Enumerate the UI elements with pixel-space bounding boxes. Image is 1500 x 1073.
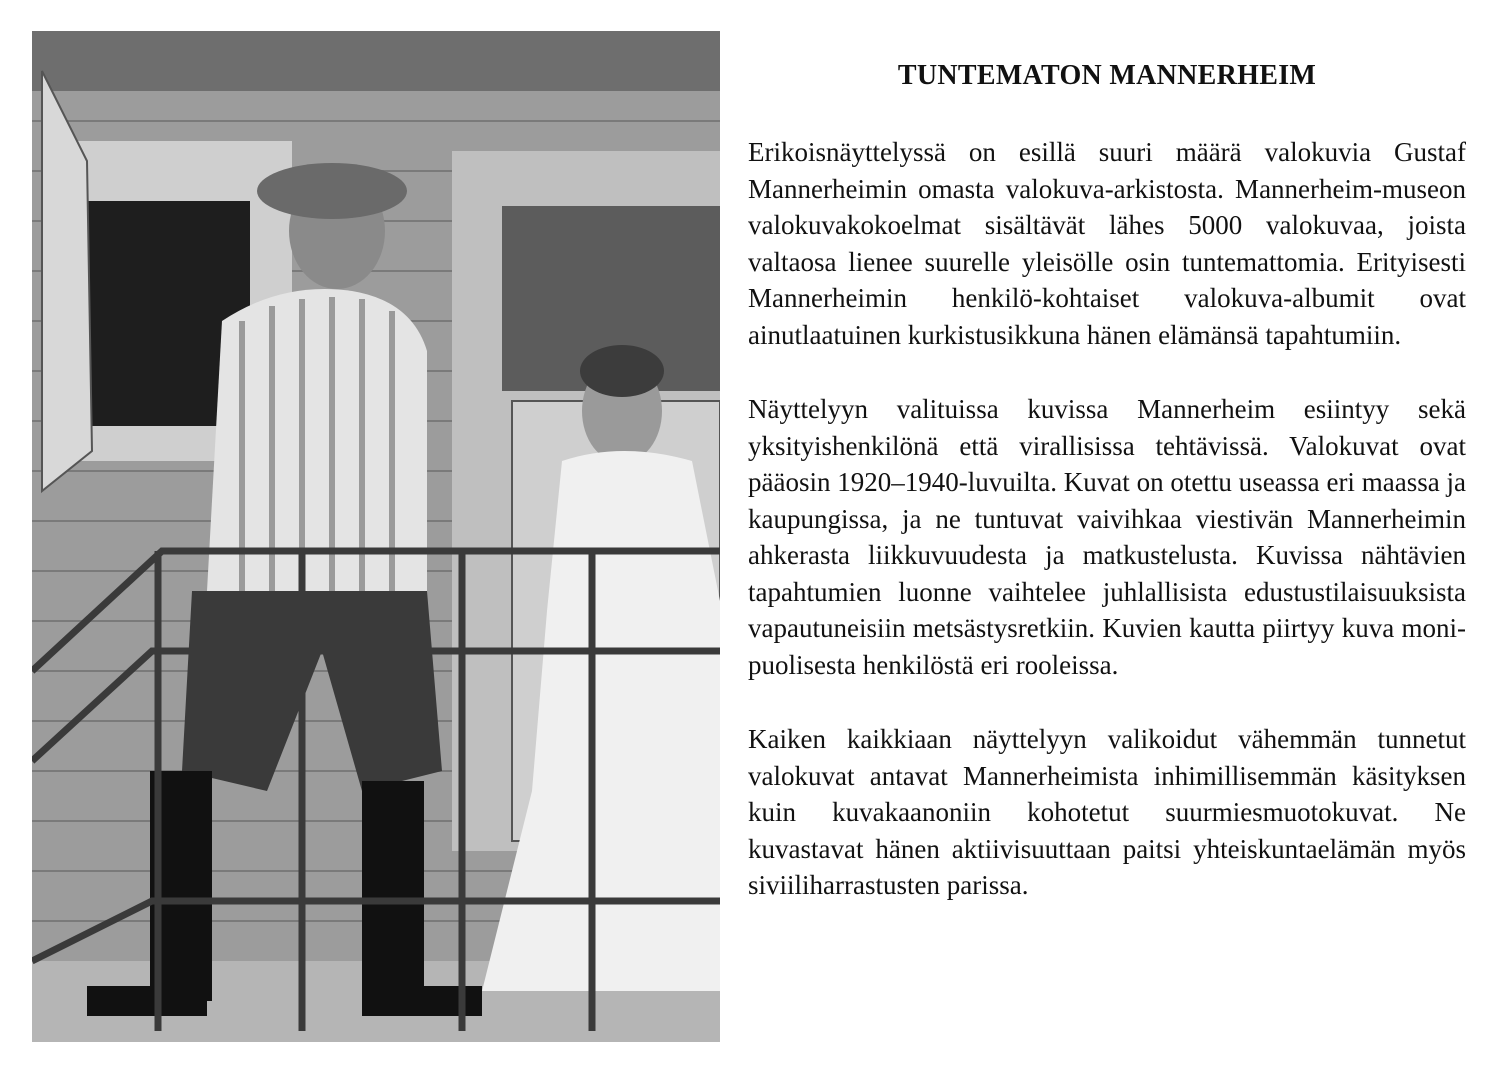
historical-photo <box>32 31 720 1042</box>
photo-illustration <box>32 31 720 1042</box>
paragraph-3: Kaiken kaikkiaan näyttelyyn valikoidut vähemmän tunnetut valokuvat antavat Mannerheimista inhimillisemmän käsityksen kuin kuvakaanoniin kohotetut suurmiesmuotokuvat. Ne kuvastavat hänen aktiivisuuttaan paitsi yhteiskuntaelämän myös siviiliharrastusten parissa. <box>748 724 1466 900</box>
paragraph-1: Erikoisnäyttelyssä on esillä suuri määrä valokuvia Gustaf Mannerheimin omasta valokuva-arkistosta. Mannerheim-museon valokuvakokoelmat sisältävät lähes 5000 valokuvaa, joista valtaosa lienee suurelle yleisölle osin tuntemattomia. Erityisesti Mannerheimin henkilö-kohtaiset valokuva-albumit ovat ainutlaatuinen kurkistusikkuna hänen elämänsä tapahtumiin. <box>748 137 1466 350</box>
page-title: TUNTEMATON MANNERHEIM <box>897 60 1317 91</box>
paragraph-2: Näyttelyyn valituissa kuvissa Mannerheim esiintyy sekä yksityishenkilönä että virallisissa tehtävissä. Valokuvat ovat pääosin 1920–1940-luvuilta. Kuvat on otettu useassa eri maassa ja kaupungissa, ja ne tuntuvat vaivihkaa viestivän Mannerheimin ahkerasta liikkuvuudesta ja matkustelusta. Kuvissa nähtävien tapahtumien luonne vaihtelee juhlallisista edustustilaisuuksista vapautuneisiin metsästysretkiin. Kuvien kautta piirtyy kuva moni-puolisesta henkilöstä eri rooleissa. <box>748 394 1466 680</box>
text-column <box>748 58 1466 942</box>
